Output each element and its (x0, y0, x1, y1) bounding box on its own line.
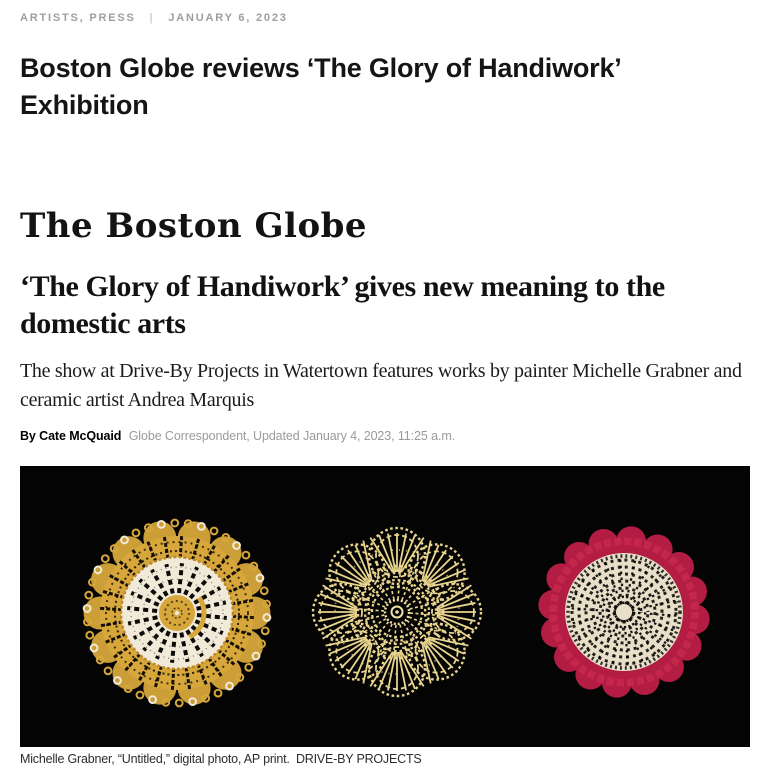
figure-caption (20, 752, 750, 766)
byline-author: By Cate McQuaid (20, 428, 122, 443)
doily-pale-yellow (313, 528, 481, 696)
caption-text: Michelle Grabner, “Untitled,” digital photo, AP print. (20, 751, 290, 766)
doily-red-cream (538, 526, 709, 697)
article-subhead: The show at Drive-By Projects in Watertown features works by painter Michelle Grabner and ceramic artist Andrea Marquis (20, 359, 742, 412)
doily-photo (20, 466, 750, 747)
post-title: Boston Globe reviews ‘The Glory of Handiwork’ Exhibition (20, 53, 621, 120)
meta-separator: | (149, 12, 155, 24)
byline-meta: Globe Correspondent, Updated January 4, 2023, 11:25 a.m. (128, 428, 456, 443)
post-meta (20, 12, 750, 24)
boston-globe-masthead: The Boston Globe (20, 205, 368, 246)
doily-photo-illustration (20, 466, 750, 747)
caption-credit: DRIVE-BY PROJECTS (295, 751, 422, 766)
boston-globe-article-embed (20, 205, 750, 766)
article-headline: ‘The Glory of Handiwork’ gives new meaning to the domestic arts (20, 270, 665, 340)
article-byline (20, 429, 750, 443)
post-date: JANUARY 6, 2023 (168, 12, 288, 24)
article-figure (20, 466, 750, 766)
doily-gold (84, 519, 271, 706)
category-links[interactable]: ARTISTS, PRESS (20, 12, 136, 24)
